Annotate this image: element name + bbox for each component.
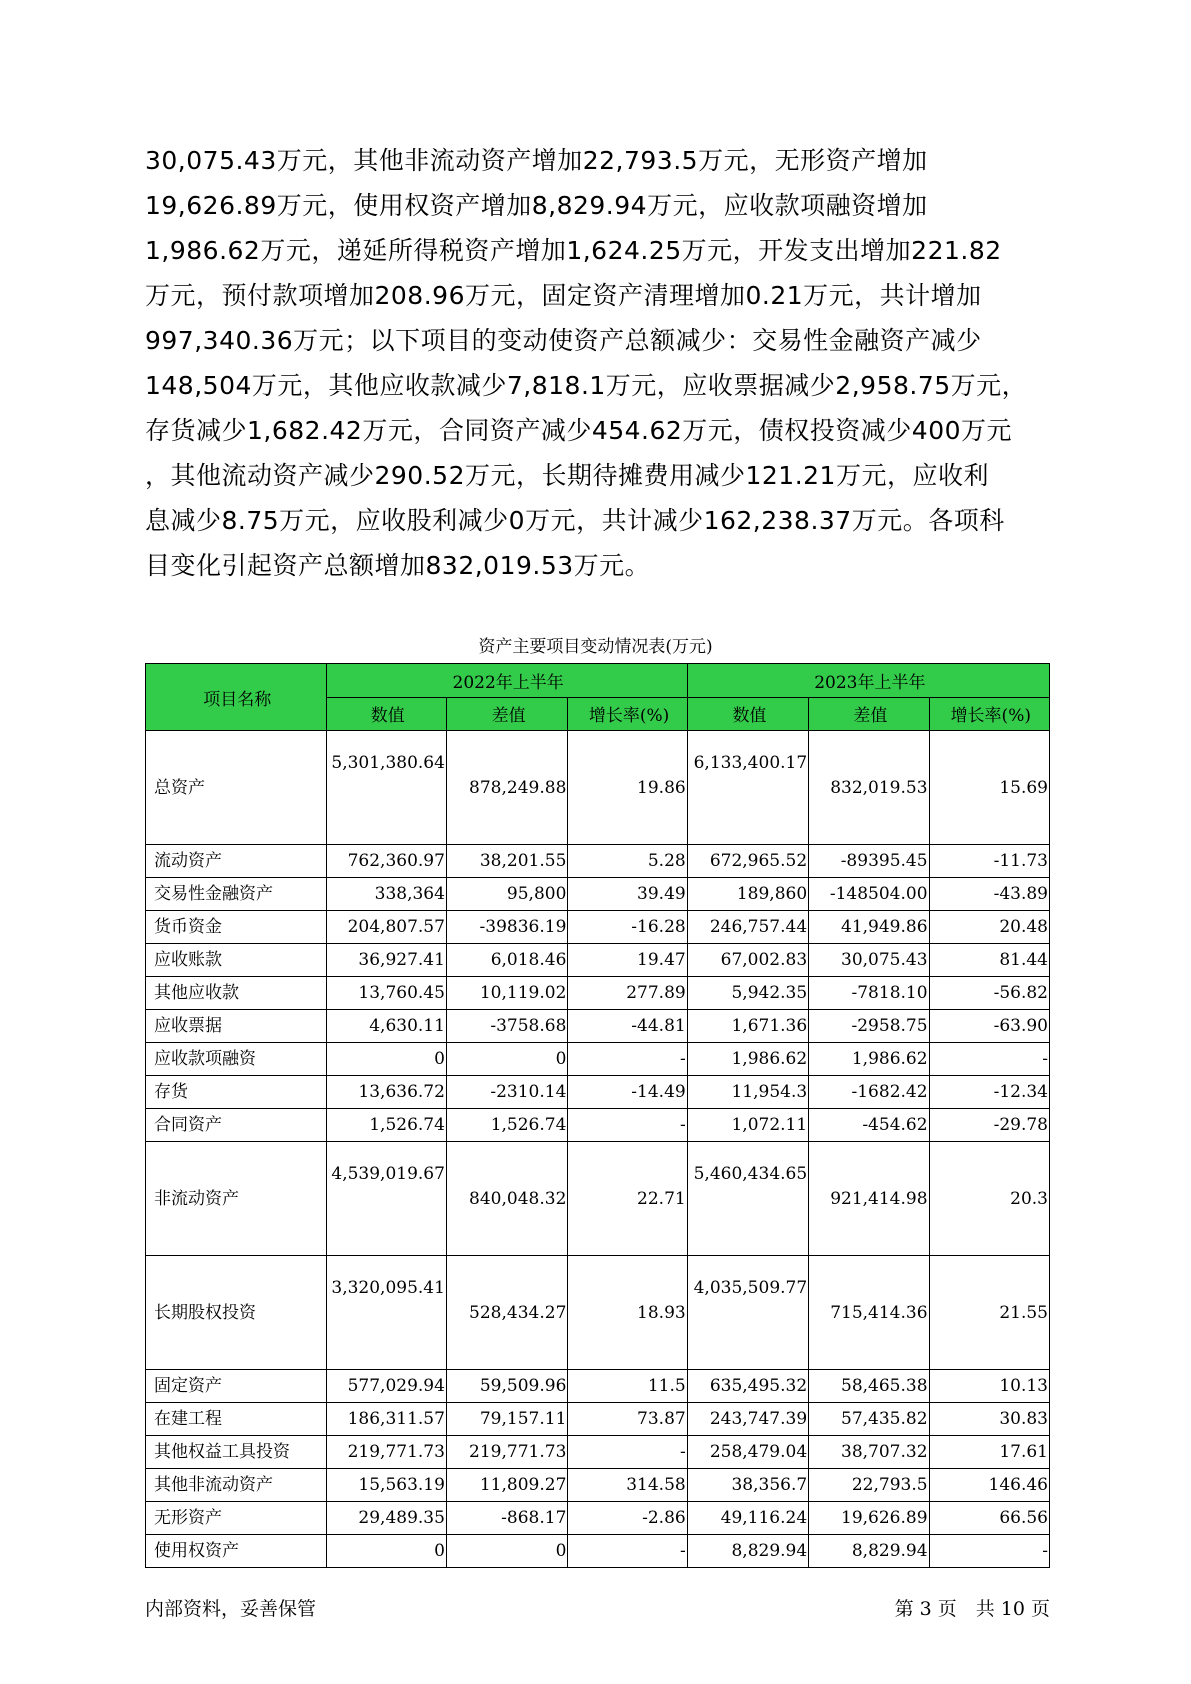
paragraph-line: 存货减少1,682.42万元，合同资产减少454.62万元，债权投资减少400万元 bbox=[145, 416, 1013, 445]
cell-rate-2022: 19.86 bbox=[568, 731, 687, 845]
cell-value-2022: 0 bbox=[326, 1535, 446, 1568]
cell-diff-2023: 8,829.94 bbox=[809, 1535, 929, 1568]
table-row bbox=[146, 1076, 1050, 1109]
table-row bbox=[146, 1469, 1050, 1502]
cell-value-2023: 5,460,434.65 bbox=[687, 1142, 808, 1256]
cell-diff-2022: 0 bbox=[446, 1043, 567, 1076]
paragraph-line: 目变化引起资产总额增加832,019.53万元。 bbox=[145, 551, 651, 580]
table-row bbox=[146, 1436, 1050, 1469]
header-period-2022: 2022年上半年 bbox=[326, 664, 687, 698]
paragraph-line: 997,340.36万元；以下项目的变动使资产总额减少：交易性金融资产减少 bbox=[145, 326, 982, 355]
cell-rate-2022: 22.71 bbox=[568, 1142, 687, 1256]
cell-rate-2023: 146.46 bbox=[929, 1469, 1049, 1502]
row-item-name: 固定资产 bbox=[146, 1370, 327, 1403]
cell-diff-2023: 19,626.89 bbox=[809, 1502, 929, 1535]
cell-rate-2023: - bbox=[929, 1043, 1049, 1076]
cell-value-2023: 189,860 bbox=[687, 878, 808, 911]
table-row bbox=[146, 1535, 1050, 1568]
cell-diff-2023: 38,707.32 bbox=[809, 1436, 929, 1469]
cell-diff-2022: 1,526.74 bbox=[446, 1109, 567, 1142]
cell-diff-2022: 38,201.55 bbox=[446, 845, 567, 878]
cell-value-2023: 67,002.83 bbox=[687, 944, 808, 977]
cell-value-2022: 0 bbox=[326, 1043, 446, 1076]
cell-diff-2023: -89395.45 bbox=[809, 845, 929, 878]
cell-value-2023: 6,133,400.17 bbox=[687, 731, 808, 845]
cell-value-2023: 1,072.11 bbox=[687, 1109, 808, 1142]
cell-diff-2022: 840,048.32 bbox=[446, 1142, 567, 1256]
table-row bbox=[146, 1010, 1050, 1043]
body-paragraph bbox=[145, 138, 1055, 588]
cell-rate-2022: - bbox=[568, 1109, 687, 1142]
paragraph-line: ，其他流动资产减少290.52万元，长期待摊费用减少121.21万元，应收利 bbox=[145, 461, 989, 490]
cell-rate-2023: 17.61 bbox=[929, 1436, 1049, 1469]
cell-diff-2023: 30,075.43 bbox=[809, 944, 929, 977]
row-item-name: 货币资金 bbox=[146, 911, 327, 944]
cell-diff-2022: -2310.14 bbox=[446, 1076, 567, 1109]
cell-value-2023: 246,757.44 bbox=[687, 911, 808, 944]
row-item-name: 应收款项融资 bbox=[146, 1043, 327, 1076]
table-row bbox=[146, 911, 1050, 944]
cell-diff-2022: 0 bbox=[446, 1535, 567, 1568]
header-value-2022: 数值 bbox=[326, 697, 446, 731]
cell-value-2023: 11,954.3 bbox=[687, 1076, 808, 1109]
cell-rate-2022: 39.49 bbox=[568, 878, 687, 911]
cell-value-2022: 13,760.45 bbox=[326, 977, 446, 1010]
row-item-name: 非流动资产 bbox=[146, 1142, 327, 1256]
row-item-name: 其他权益工具投资 bbox=[146, 1436, 327, 1469]
cell-rate-2022: -2.86 bbox=[568, 1502, 687, 1535]
table-row bbox=[146, 1142, 1050, 1256]
cell-value-2023: 5,942.35 bbox=[687, 977, 808, 1010]
cell-rate-2023: -29.78 bbox=[929, 1109, 1049, 1142]
cell-value-2022: 219,771.73 bbox=[326, 1436, 446, 1469]
cell-value-2022: 36,927.41 bbox=[326, 944, 446, 977]
cell-value-2022: 15,563.19 bbox=[326, 1469, 446, 1502]
row-item-name: 存货 bbox=[146, 1076, 327, 1109]
cell-rate-2022: 11.5 bbox=[568, 1370, 687, 1403]
cell-rate-2022: - bbox=[568, 1535, 687, 1568]
cell-diff-2022: -39836.19 bbox=[446, 911, 567, 944]
cell-diff-2022: 219,771.73 bbox=[446, 1436, 567, 1469]
paragraph-line: 息减少8.75万元，应收股利减少0万元，共计减少162,238.37万元。各项科 bbox=[145, 506, 1005, 535]
cell-rate-2023: -56.82 bbox=[929, 977, 1049, 1010]
cell-diff-2023: -454.62 bbox=[809, 1109, 929, 1142]
header-diff-2023: 差值 bbox=[809, 697, 929, 731]
table-body bbox=[146, 731, 1050, 1568]
header-rate-2023: 增长率(%) bbox=[929, 697, 1049, 731]
cell-value-2022: 29,489.35 bbox=[326, 1502, 446, 1535]
cell-value-2022: 13,636.72 bbox=[326, 1076, 446, 1109]
header-value-2023: 数值 bbox=[687, 697, 808, 731]
row-item-name: 总资产 bbox=[146, 731, 327, 845]
cell-diff-2023: 715,414.36 bbox=[809, 1256, 929, 1370]
row-item-name: 其他非流动资产 bbox=[146, 1469, 327, 1502]
row-item-name: 在建工程 bbox=[146, 1403, 327, 1436]
cell-diff-2023: 58,465.38 bbox=[809, 1370, 929, 1403]
row-item-name: 交易性金融资产 bbox=[146, 878, 327, 911]
table-row bbox=[146, 1502, 1050, 1535]
cell-rate-2023: 20.48 bbox=[929, 911, 1049, 944]
cell-diff-2022: 528,434.27 bbox=[446, 1256, 567, 1370]
cell-diff-2022: -868.17 bbox=[446, 1502, 567, 1535]
header-period-2023: 2023年上半年 bbox=[687, 664, 1049, 698]
table-row bbox=[146, 1043, 1050, 1076]
cell-rate-2022: -16.28 bbox=[568, 911, 687, 944]
cell-rate-2023: 15.69 bbox=[929, 731, 1049, 845]
cell-rate-2023: -11.73 bbox=[929, 845, 1049, 878]
paragraph-line: 30,075.43万元，其他非流动资产增加22,793.5万元，无形资产增加 bbox=[145, 146, 928, 175]
table-row bbox=[146, 1109, 1050, 1142]
cell-rate-2023: -12.34 bbox=[929, 1076, 1049, 1109]
table-header-row bbox=[146, 664, 1050, 698]
table-title: 资产主要项目变动情况表(万元) bbox=[478, 637, 713, 657]
cell-diff-2022: 11,809.27 bbox=[446, 1469, 567, 1502]
cell-value-2022: 4,630.11 bbox=[326, 1010, 446, 1043]
cell-value-2023: 4,035,509.77 bbox=[687, 1256, 808, 1370]
cell-diff-2023: 57,435.82 bbox=[809, 1403, 929, 1436]
paragraph-line: 万元，预付款项增加208.96万元，固定资产清理增加0.21万元，共计增加 bbox=[145, 281, 982, 310]
cell-value-2022: 5,301,380.64 bbox=[326, 731, 446, 845]
cell-value-2022: 762,360.97 bbox=[326, 845, 446, 878]
cell-value-2022: 186,311.57 bbox=[326, 1403, 446, 1436]
cell-value-2022: 1,526.74 bbox=[326, 1109, 446, 1142]
cell-value-2022: 204,807.57 bbox=[326, 911, 446, 944]
row-item-name: 流动资产 bbox=[146, 845, 327, 878]
cell-value-2022: 4,539,019.67 bbox=[326, 1142, 446, 1256]
cell-rate-2023: 10.13 bbox=[929, 1370, 1049, 1403]
table-row bbox=[146, 1370, 1050, 1403]
cell-rate-2022: 314.58 bbox=[568, 1469, 687, 1502]
header-diff-2022: 差值 bbox=[446, 697, 567, 731]
row-item-name: 其他应收款 bbox=[146, 977, 327, 1010]
cell-diff-2023: 41,949.86 bbox=[809, 911, 929, 944]
row-item-name: 使用权资产 bbox=[146, 1535, 327, 1568]
cell-value-2023: 243,747.39 bbox=[687, 1403, 808, 1436]
cell-rate-2022: - bbox=[568, 1436, 687, 1469]
cell-value-2022: 3,320,095.41 bbox=[326, 1256, 446, 1370]
table-row bbox=[146, 1256, 1050, 1370]
cell-diff-2023: 832,019.53 bbox=[809, 731, 929, 845]
table-row bbox=[146, 977, 1050, 1010]
footer-page-number: 第 3 页 共 10 页 bbox=[894, 1598, 1050, 1620]
cell-diff-2023: -2958.75 bbox=[809, 1010, 929, 1043]
cell-rate-2023: 66.56 bbox=[929, 1502, 1049, 1535]
paragraph-line: 19,626.89万元，使用权资产增加8,829.94万元，应收款项融资增加 bbox=[145, 191, 928, 220]
cell-rate-2022: - bbox=[568, 1043, 687, 1076]
cell-value-2023: 635,495.32 bbox=[687, 1370, 808, 1403]
cell-diff-2022: 878,249.88 bbox=[446, 731, 567, 845]
asset-change-table bbox=[145, 663, 1050, 1568]
cell-diff-2022: 95,800 bbox=[446, 878, 567, 911]
cell-rate-2022: 19.47 bbox=[568, 944, 687, 977]
cell-diff-2022: 10,119.02 bbox=[446, 977, 567, 1010]
cell-diff-2023: 1,986.62 bbox=[809, 1043, 929, 1076]
cell-diff-2023: -148504.00 bbox=[809, 878, 929, 911]
row-item-name: 长期股权投资 bbox=[146, 1256, 327, 1370]
table-row bbox=[146, 944, 1050, 977]
row-item-name: 合同资产 bbox=[146, 1109, 327, 1142]
table-row bbox=[146, 731, 1050, 845]
cell-rate-2023: - bbox=[929, 1535, 1049, 1568]
paragraph-line: 1,986.62万元，递延所得税资产增加1,624.25万元，开发支出增加221.82 bbox=[145, 236, 1002, 265]
cell-value-2022: 338,364 bbox=[326, 878, 446, 911]
table-row bbox=[146, 1403, 1050, 1436]
table-row bbox=[146, 878, 1050, 911]
cell-value-2022: 577,029.94 bbox=[326, 1370, 446, 1403]
cell-rate-2023: 81.44 bbox=[929, 944, 1049, 977]
cell-rate-2023: -63.90 bbox=[929, 1010, 1049, 1043]
header-item-name: 项目名称 bbox=[146, 664, 327, 731]
cell-diff-2022: 79,157.11 bbox=[446, 1403, 567, 1436]
cell-rate-2023: -43.89 bbox=[929, 878, 1049, 911]
cell-rate-2022: 5.28 bbox=[568, 845, 687, 878]
header-rate-2022: 增长率(%) bbox=[568, 697, 687, 731]
cell-value-2023: 672,965.52 bbox=[687, 845, 808, 878]
cell-rate-2022: -14.49 bbox=[568, 1076, 687, 1109]
cell-rate-2022: 73.87 bbox=[568, 1403, 687, 1436]
cell-rate-2022: 18.93 bbox=[568, 1256, 687, 1370]
cell-diff-2022: -3758.68 bbox=[446, 1010, 567, 1043]
cell-value-2023: 1,671.36 bbox=[687, 1010, 808, 1043]
row-item-name: 应收账款 bbox=[146, 944, 327, 977]
cell-diff-2023: -1682.42 bbox=[809, 1076, 929, 1109]
cell-rate-2023: 30.83 bbox=[929, 1403, 1049, 1436]
row-item-name: 应收票据 bbox=[146, 1010, 327, 1043]
cell-rate-2022: -44.81 bbox=[568, 1010, 687, 1043]
cell-rate-2023: 20.3 bbox=[929, 1142, 1049, 1256]
cell-rate-2022: 277.89 bbox=[568, 977, 687, 1010]
cell-diff-2023: 921,414.98 bbox=[809, 1142, 929, 1256]
cell-diff-2023: 22,793.5 bbox=[809, 1469, 929, 1502]
footer-confidential-note: 内部资料，妥善保管 bbox=[145, 1598, 317, 1620]
cell-rate-2023: 21.55 bbox=[929, 1256, 1049, 1370]
table-row bbox=[146, 845, 1050, 878]
cell-diff-2023: -7818.10 bbox=[809, 977, 929, 1010]
cell-diff-2022: 6,018.46 bbox=[446, 944, 567, 977]
row-item-name: 无形资产 bbox=[146, 1502, 327, 1535]
cell-diff-2022: 59,509.96 bbox=[446, 1370, 567, 1403]
cell-value-2023: 49,116.24 bbox=[687, 1502, 808, 1535]
cell-value-2023: 258,479.04 bbox=[687, 1436, 808, 1469]
paragraph-line: 148,504万元，其他应收款减少7,818.1万元，应收票据减少2,958.75万元， bbox=[145, 371, 1028, 400]
cell-value-2023: 1,986.62 bbox=[687, 1043, 808, 1076]
cell-value-2023: 38,356.7 bbox=[687, 1469, 808, 1502]
cell-value-2023: 8,829.94 bbox=[687, 1535, 808, 1568]
